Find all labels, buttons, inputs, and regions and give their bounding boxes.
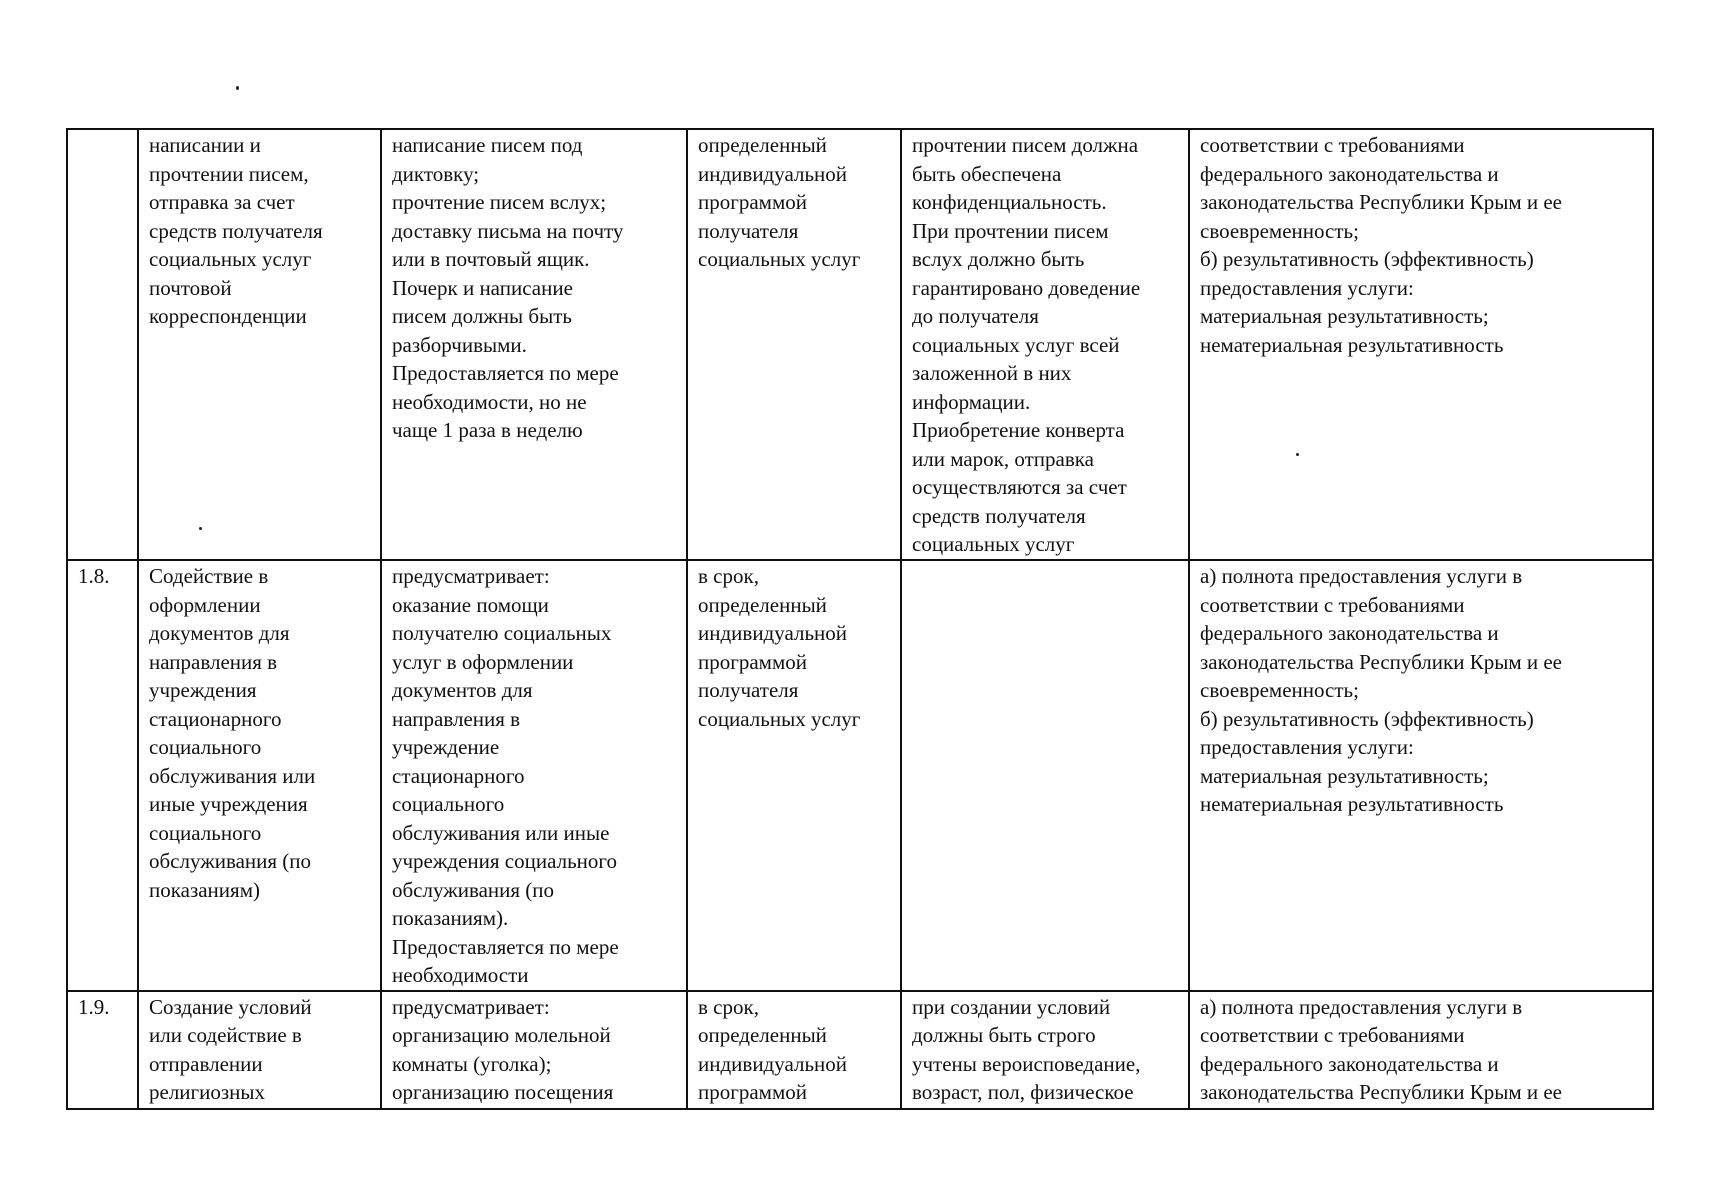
service-term-cell <box>687 560 901 991</box>
service-term-cell <box>687 129 901 560</box>
row-number-cell <box>67 129 138 560</box>
service-quality-cell <box>1189 991 1653 1109</box>
row-number-cell <box>67 560 138 991</box>
service-name: Содействие в оформлении документов для направления в учреждения стационарного социального обслуживания или иные учреждения социального обслуживания (по показаниям) <box>149 564 316 902</box>
service-description-cell <box>381 129 687 560</box>
scan-speck <box>236 86 239 90</box>
service-quality-cell <box>1189 560 1653 991</box>
service-name-cell <box>138 991 381 1109</box>
table-row <box>67 560 1653 991</box>
service-name: Создание условий или содействие в отправлении религиозных <box>149 994 312 1104</box>
service-term: в срок, определенный индивидуальной программой <box>698 994 847 1104</box>
service-conditions: при создании условий должны быть строго учтены вероисповедание, возраст, пол, физическое <box>912 994 1141 1104</box>
table-row <box>67 991 1653 1109</box>
services-table <box>66 128 1654 1110</box>
service-quality: а) полнота предоставления услуги в соответствии с требованиями федерального законодательства и законодательства Республики Крым и ее своевременность; б) результативность (эффективность) предоставления услуги: материальная результативность; нематериальная результативность <box>1200 564 1562 816</box>
service-name: написании и прочтении писем, отправка за счет средств получателя социальных услуг почтовой корреспонденции <box>149 133 323 328</box>
service-conditions-cell <box>901 991 1189 1109</box>
service-name-cell <box>138 129 381 560</box>
row-number: 1.9. <box>78 994 110 1019</box>
service-description-cell <box>381 991 687 1109</box>
service-description-cell <box>381 560 687 991</box>
row-number: 1.8. <box>78 564 110 588</box>
service-description: написание писем под диктовку; прочтение писем вслух; доставку письма на почту или в почтовый ящик. Почерк и написание писем должны быть разборчивыми. Предоставляется по мере необходимости, но не чаще 1 раза в неделю <box>392 133 624 442</box>
service-conditions-cell <box>901 129 1189 560</box>
service-name-cell <box>138 560 381 991</box>
service-term-cell <box>687 991 901 1109</box>
service-quality: соответствии с требованиями федерального законодательства и законодательства Республики Крым и ее своевременность; б) результативность (эффективность) предоставления услуги: материальная результативность; нематериальная результативность <box>1200 133 1562 357</box>
service-quality-cell <box>1189 129 1653 560</box>
service-description: предусматривает: организацию молельной комнаты (уголка); организацию посещения <box>392 994 614 1104</box>
service-conditions: прочтении писем должна быть обеспечена конфиденциальность. При прочтении писем вслух должно быть гарантировано доведение до получателя социальных услуг всей заложенной в них информации. Приобретение конверта или марок, отправка осуществляются за счет средств получателя социальных услуг <box>912 133 1141 556</box>
service-term: определенный индивидуальной программой получателя социальных услуг <box>698 133 861 271</box>
service-conditions-cell <box>901 560 1189 991</box>
service-description: предусматривает: оказание помощи получателю социальных услуг в оформлении документов для направления в учреждение стационарного социального обслуживания или иные учреждения социального обслуживания (по показаниям). Предоставляется по мере необходимости <box>392 564 619 987</box>
row-number-cell <box>67 991 138 1109</box>
service-term: в срок, определенный индивидуальной программой получателя социальных услуг <box>698 564 861 731</box>
service-quality: а) полнота предоставления услуги в соответствии с требованиями федерального законодательства и законодательства Республики Крым и ее <box>1200 994 1562 1104</box>
table-row <box>67 129 1653 560</box>
